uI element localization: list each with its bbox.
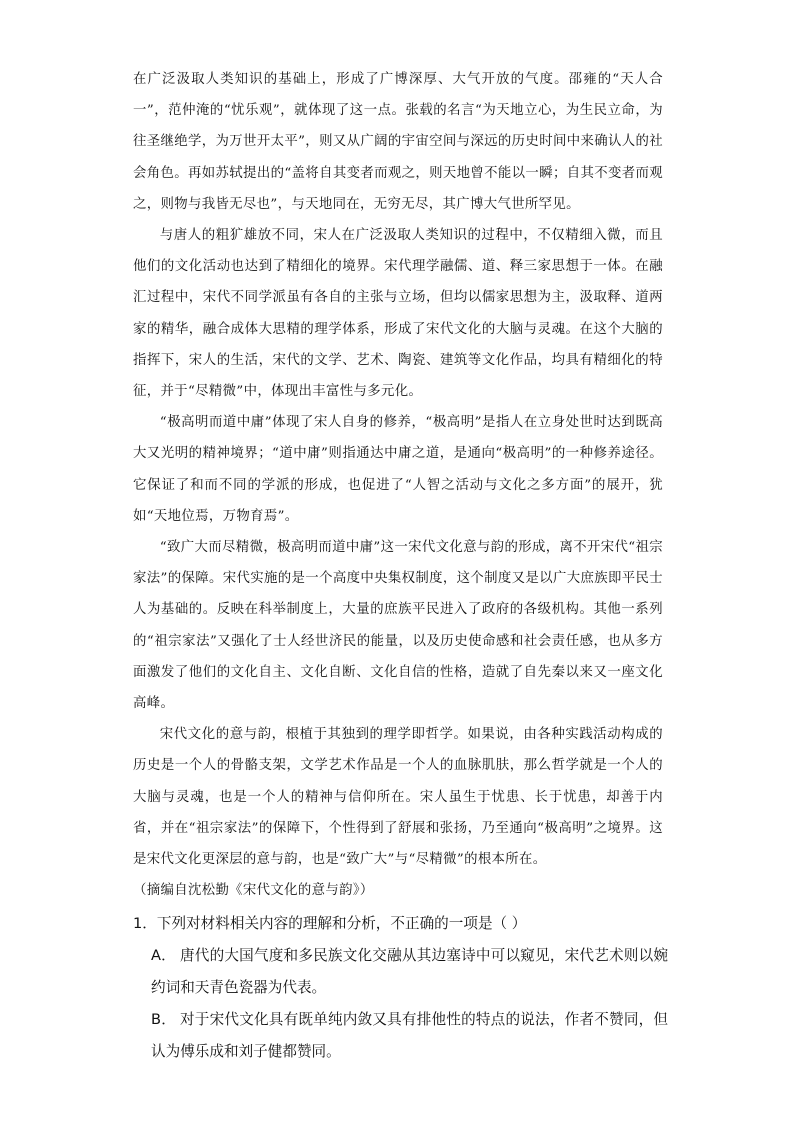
question-section (133, 908, 668, 1068)
option-a-letter: A． (151, 947, 176, 964)
passage-paragraph-3: “极高明而道中庸”体现了宋人自身的修养，“极高明”是指人在立身处世时达到既高大又光明的精神境界；“道中庸”则指通达中庸之道，是通向“极高明”的一种修养途径。它保证了和而不同的学派的形成，也促进了“人智之活动与文化之多方面”的展开，犹如“天地位焉，万物育焉”。 (133, 415, 663, 524)
reading-passage (133, 64, 663, 906)
passage-paragraph-5: 宋代文化的意与韵，根植于其独到的理学即哲学。如果说，由各种实践活动构成的历史是一个人的骨骼支架，文学艺术作品是一个人的血脉肌肤，那么哲学就是一个人的大脑与灵魂，也是一个人的精神与信仰所在。宋人虽生于忧患、长于忧患，却善于内省，并在“祖宗家法”的保障下，个性得到了舒展和张扬，乃至通向“极高明”之境界。这是宋代文化更深层的意与韵，也是“致广大”与“尽精微”的根本所在。 (133, 727, 663, 868)
option-a-text: 唐代的大国气度和多民族文化交融从其边塞诗中可以窥见，宋代艺术则以婉约词和天青色瓷器为代表。 (151, 947, 668, 996)
passage-paragraph-2: 与唐人的粗犷雄放不同，宋人在广泛汲取人类知识的过程中，不仅精细入微，而且他们的文化活动也达到了精细化的境界。宋代理学融儒、道、释三家思想于一体。在融汇过程中，宋代不同学派虽有各自的主张与立场，但均以儒家思想为主，汲取释、道两家的精华，融合成体大思精的理学体系，形成了宋代文化的大脑与灵魂。在这个大脑的指挥下，宋人的生活，宋代的文学、艺术、陶瓷、建筑等文化作品，均具有精细化的特征，并于“尽精微”中，体现出丰富性与多元化。 (133, 228, 663, 400)
passage-paragraph-1: 在广泛汲取人类知识的基础上，形成了广博深厚、大气开放的气度。邵雍的“天人合一”，范仲淹的“忧乐观”，就体现了这一点。张载的名言“为天地立心，为生民立命，为往圣继绝学，为万世开太平”，则又从广阔的宇宙空间与深远的历史时间中来确认人的社会角色。再如苏轼提出的“盖将自其变者而观之，则天地曾不能以一瞬；自其不变者而观之，则物与我皆无尽也”，与天地同在，无穷无尽，其广博大气世所罕见。 (133, 72, 663, 212)
passage-paragraph-4: “致广大而尽精微，极高明而道中庸”这一宋代文化意与韵的形成，离不开宋代“祖宗家法”的保障。宋代实施的是一个高度中央集权制度，这个制度又是以广大庶族即平民士人为基础的。反映在科举制度上，大量的庶族平民进入了政府的各级机构。其他一系列的“祖宗家法”又强化了士人经世济民的能量，以及历史使命感和社会责任感，也从多方面激发了他们的文化自主、文化自断、文化自信的性格，造就了自先秦以来又一座文化高峰。 (133, 540, 663, 712)
question-1-option-b[interactable] (151, 1004, 668, 1068)
option-b-text: 对于宋代文化具有既单纯内敛又具有排他性的特点的说法，作者不赞同，但认为傅乐成和刘子健都赞同。 (151, 1011, 668, 1060)
question-1-option-a[interactable] (151, 940, 668, 1004)
option-b-letter: B． (151, 1011, 177, 1028)
passage-source-citation: （摘编自沈松勤《宋代文化的意与韵》） (133, 883, 374, 899)
question-1-stem: 1．下列对材料相关内容的理解和分析，不正确的一项是（ ） (133, 915, 527, 932)
